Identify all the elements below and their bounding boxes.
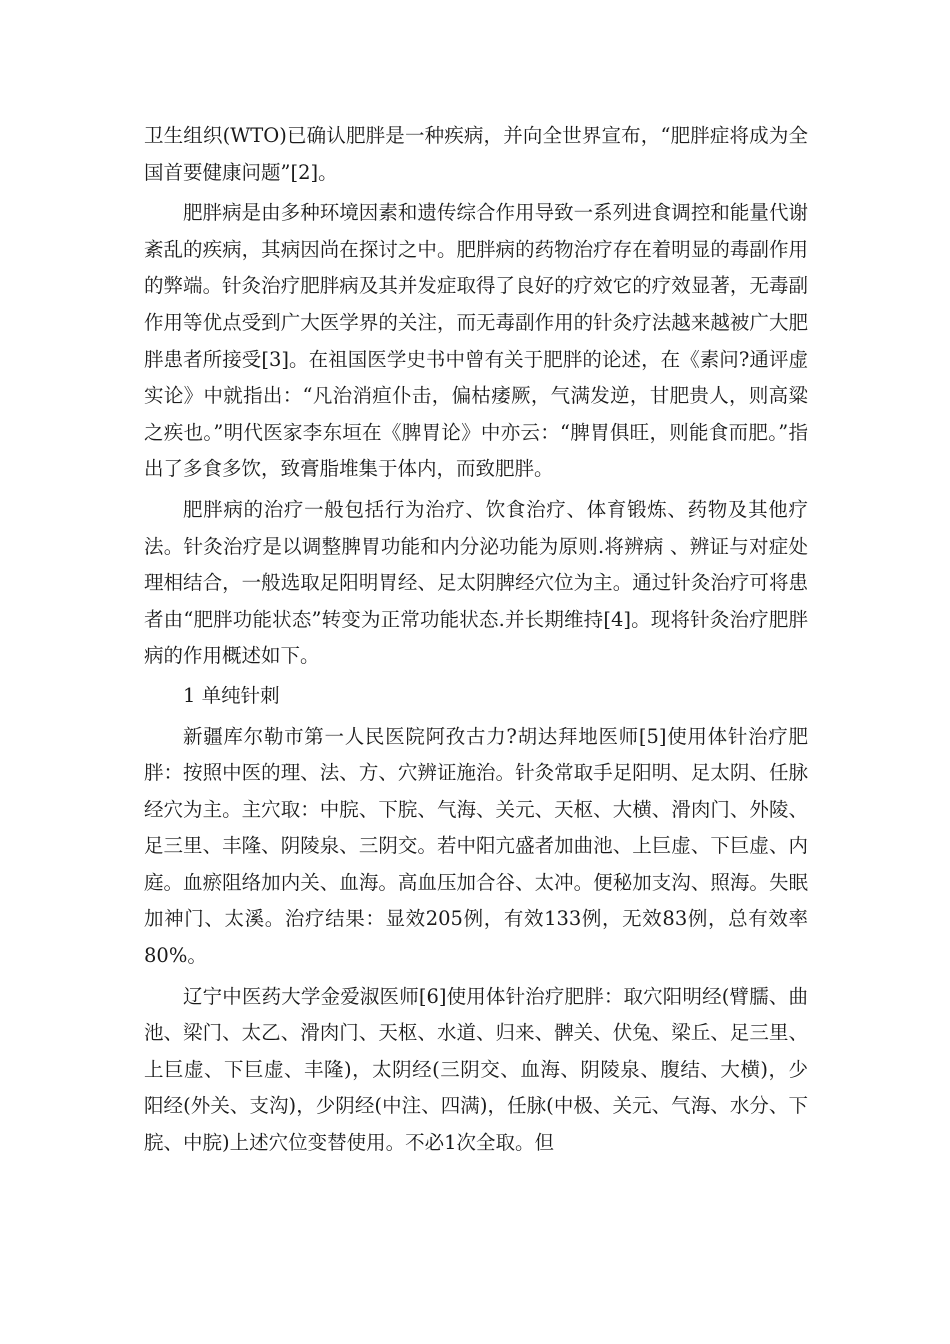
paragraph-xinjiang-study: 新疆库尔勒市第一人民医院阿孜古力?胡达拜地医师[5]使用体针治疗肥胖：按照中医的理、法、方、穴辨证施治。针灸常取手足阳明、足太阴、任脉经穴为主。主穴取：中脘、下脘、气海、关元、天枢、大横、滑肉门、外陵、足三里、丰隆、阴陵泉、三阴交。若中阳亢盛者加曲池、上巨虚、下巨虚、内庭。血瘀阻络加内关、血海。高血压加合谷、太冲。便秘加支沟、照海。失眠加神门、太溪。治疗结果：显效205例，有效133例，无效83例，总有效率80%。 <box>144 724 808 968</box>
paragraph-who-declaration: 卫生组织(WTO)已确认肥胖是一种疾病，并向全世界宣布，“肥胖症将成为全国首要健康问题”[2]。 <box>144 124 808 184</box>
paragraph-obesity-definition: 肥胖病是由多种环境因素和遗传综合作用导致一系列进食调控和能量代谢紊乱的疾病，其病因尚在探讨之中。肥胖病的药物治疗存在着明显的毒副作用的弊端。针灸治疗肥胖病及其并发症取得了良好的疗效它的疗效显著，无毒副作用等优点受到广大医学界的关注，而无毒副作用的针灸疗法越来越被广大肥胖患者所接受[3]。在祖国医学史书中曾有关于肥胖的论述，在《素问?通评虚实论》中就指出：“凡治消疸仆击，偏枯痿厥，气满发逆，甘肥贵人，则高粱之疾也。”明代医家李东垣在《脾胃论》中亦云：“脾胃俱旺，则能食而肥。”指出了多食多饮，致膏脂堆集于体内，而致肥胖。 <box>144 201 808 481</box>
document-body <box>144 118 808 1162</box>
section-heading-simple-acupuncture: 1 单纯针刺 <box>183 683 280 707</box>
paragraph-liaoning-study: 辽宁中医药大学金爱淑医师[6]使用体针治疗肥胖：取穴阳明经(臂臑、曲池、梁门、太乙、滑肉门、天枢、水道、归来、髀关、伏兔、梁丘、足三里、上巨虚、下巨虚、丰隆)，太阴经(三阴交、血海、阴陵泉、腹结、大横)，少阳经(外关、支沟)，少阴经(中注、四满)，任脉(中极、关元、气海、水分、下脘、中脘)上述穴位变替使用。不必1次全取。但 <box>144 984 808 1155</box>
paragraph-treatment-overview: 肥胖病的治疗一般包括行为治疗、饮食治疗、体育锻炼、药物及其他疗法。针灸治疗是以调整脾胃功能和内分泌功能为原则.将辨病 、辨证与对症处理相结合，一般选取足阳明胃经、足太阴脾经穴位为主。通过针灸治疗可将患者由“肥胖功能状态”转变为正常功能状态.并长期维持[4]。现将针灸治疗肥胖病的作用概述如下。 <box>144 497 808 668</box>
